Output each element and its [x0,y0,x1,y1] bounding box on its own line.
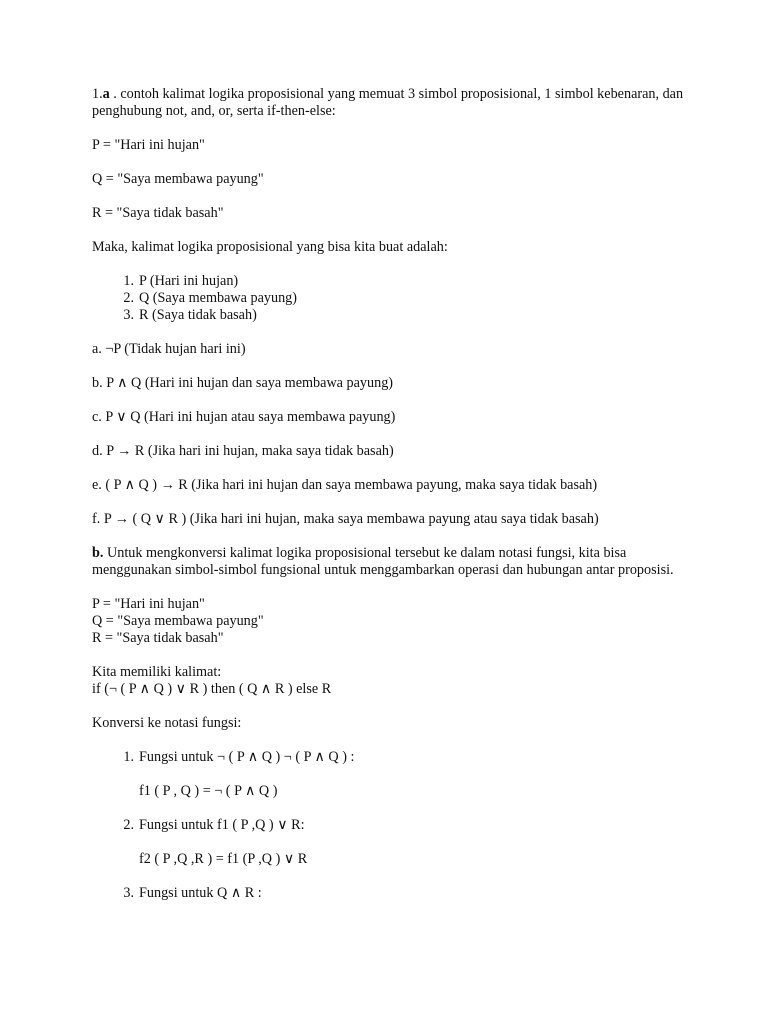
list-text: R (Saya tidak basah) [139,307,257,323]
list-number: 2. [123,290,134,306]
part-b-label: b. [92,545,104,561]
example-e: e. ( P ∧ Q ) → R (Jika hari ini hujan dan saya membawa payung, maka saya tidak basah) [92,477,598,493]
list-text: Q (Saya membawa payung) [139,290,297,306]
example-b: b. P ∧ Q (Hari ini hujan dan saya membawa payung) [92,375,394,391]
part-b-intro [92,545,698,579]
step-item [92,749,698,766]
definition-q: Q = "Saya membawa payung" [92,171,264,187]
part-a-intro-text: . contoh kalimat logika proposisional yang memuat 3 simbol proposisional, 1 simbol kebenaran, dan penghubung not, and, or, serta if-then-else: [92,86,687,119]
list-text: P (Hari ini hujan) [139,273,239,289]
step-formula: f2 ( P ,Q ,R ) = f1 (P ,Q ) ∨ R [139,851,308,867]
step-text: Fungsi untuk Q ∧ R : [139,885,262,901]
part-b-definition-q: Q = "Saya membawa payung" [92,613,264,629]
step-text: Fungsi untuk ¬ ( P ∧ Q ) ¬ ( P ∧ Q ) : [139,749,355,765]
part-b-definition-p: P = "Hari ini hujan" [92,596,205,612]
step-item [92,817,698,834]
definition-r: R = "Saya tidak basah" [92,205,224,221]
kita-memiliki: Kita memiliki kalimat: [92,664,222,680]
part-b-intro-text: Untuk mengkonversi kalimat logika proposisional tersebut ke dalam notasi fungsi, kita bisa menggunakan simbol-simbol fungsional untuk menggambarkan operasi dan hubungan antar proposisi. [92,545,674,578]
list-number: 1. [123,273,134,289]
part-a-intro [92,86,698,120]
list-item [92,273,698,290]
step-item [92,885,698,902]
step-number: 2. [123,817,134,833]
list-item [92,307,698,324]
konversi-heading: Konversi ke notasi fungsi: [92,715,242,731]
part-b-definition-r: R = "Saya tidak basah" [92,630,224,646]
step-formula: f1 ( P , Q ) = ¬ ( P ∧ Q ) [139,783,278,799]
part-a-letter: a [102,86,110,102]
definition-p: P = "Hari ini hujan" [92,137,205,153]
conversion-steps [92,749,698,902]
proposition-list [92,273,698,324]
list-item [92,290,698,307]
list-number: 3. [123,307,134,323]
step-number: 3. [123,885,134,901]
step-number: 1. [123,749,134,765]
if-then-else-sentence: if (¬ ( P ∧ Q ) ∨ R ) then ( Q ∧ R ) else R [92,681,332,697]
part-a-number: 1. [92,86,103,102]
example-c: c. P ∨ Q (Hari ini hujan atau saya membawa payung) [92,409,396,425]
step-text: Fungsi untuk f1 ( P ,Q ) ∨ R: [139,817,305,833]
example-f: f. P → ( Q ∨ R ) (Jika hari ini hujan, maka saya membawa payung atau saya tidak basah) [92,511,599,527]
maka-sentence: Maka, kalimat logika proposisional yang bisa kita buat adalah: [92,239,448,255]
example-a: a. ¬P (Tidak hujan hari ini) [92,341,246,357]
example-d: d. P → R (Jika hari ini hujan, maka saya tidak basah) [92,443,394,459]
